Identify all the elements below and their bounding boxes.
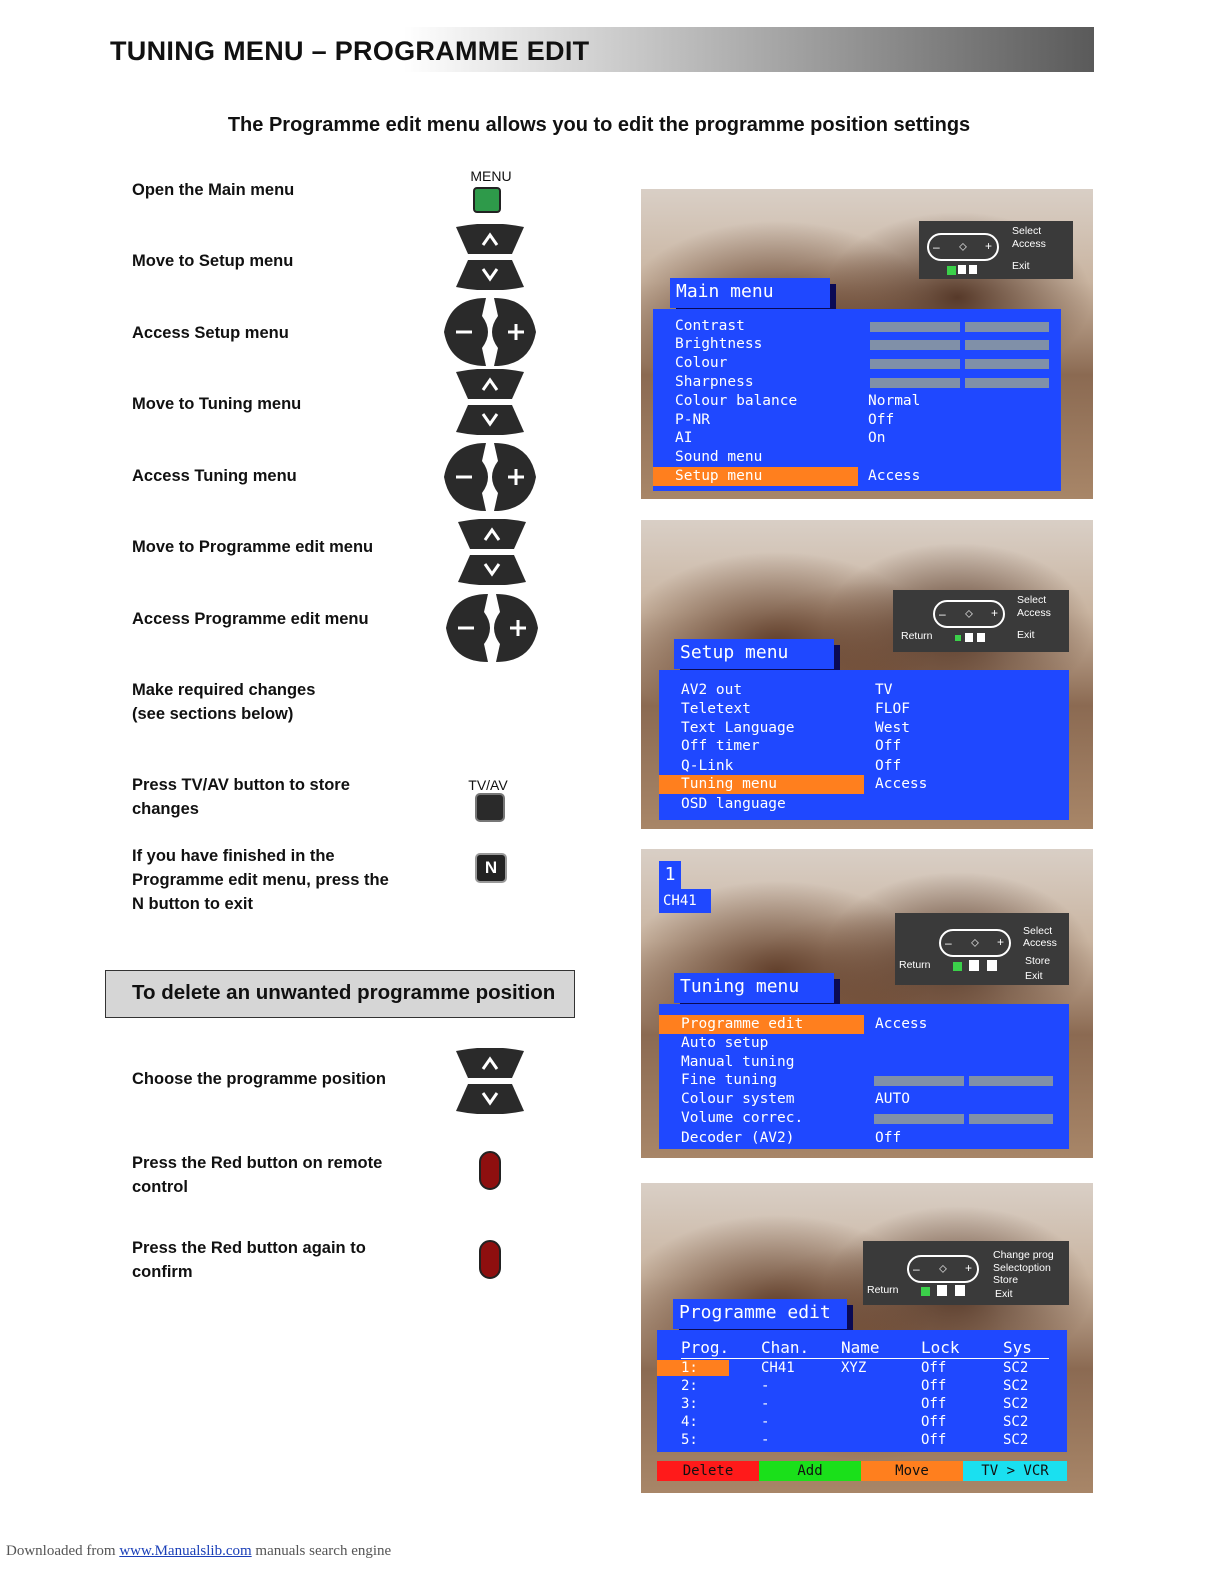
delete-section-header: To delete an unwanted programme position bbox=[105, 970, 575, 1018]
menu-item-pnr[interactable]: P-NR Off bbox=[675, 412, 895, 428]
menu-list bbox=[659, 670, 1069, 820]
up-down-buttons[interactable] bbox=[456, 519, 528, 585]
help-panel: – + ◇ Return Change prog Selectoption Store Exit bbox=[863, 1241, 1069, 1305]
minus-plus-buttons[interactable] bbox=[442, 441, 538, 513]
up-down-buttons[interactable] bbox=[454, 224, 526, 290]
tvav-button-label: TV/AV bbox=[468, 777, 508, 793]
step-move-programme-edit: Move to Programme edit menu bbox=[132, 538, 374, 556]
dpad-icon: – + ◇ bbox=[933, 600, 1005, 628]
menu-item-off-timer[interactable]: Off timer Off bbox=[681, 738, 902, 754]
manualslib-link[interactable]: www.Manualslib.com bbox=[119, 1543, 252, 1559]
programme-number: 1 bbox=[659, 861, 681, 889]
white-key-icon bbox=[987, 960, 997, 971]
white-key-icon bbox=[937, 1285, 947, 1296]
step-exit: If you have finished in the Programme edit menu, press the N button to exit bbox=[132, 847, 389, 913]
white-key-icon bbox=[969, 960, 979, 971]
menu-title: Setup menu bbox=[674, 639, 834, 669]
tv-vcr-button[interactable]: TV > VCR bbox=[963, 1461, 1067, 1481]
step-press-red: Press the Red button on remote control bbox=[132, 1154, 383, 1196]
step-open-main-menu: Open the Main menu bbox=[132, 181, 295, 199]
delete-button[interactable]: Delete bbox=[657, 1461, 759, 1481]
step-move-setup: Move to Setup menu bbox=[132, 252, 294, 270]
page-title: TUNING MENU – PROGRAMME EDIT bbox=[110, 36, 590, 66]
up-down-buttons[interactable] bbox=[454, 369, 526, 435]
add-button[interactable]: Add bbox=[759, 1461, 861, 1481]
menu-item-setup-menu[interactable]: Setup menu Access bbox=[653, 467, 1061, 486]
menu-item-manual-tuning[interactable]: Manual tuning bbox=[681, 1054, 795, 1070]
menu-item-teletext[interactable]: Teletext FLOF bbox=[681, 701, 910, 717]
step-make-changes: Make required changes (see sections below) bbox=[132, 681, 316, 723]
help-panel: – + ◇ Return Select Access Exit bbox=[893, 590, 1069, 652]
white-key-icon bbox=[969, 265, 977, 274]
green-key-icon bbox=[921, 1287, 930, 1296]
menu-item-brightness[interactable]: Brightness bbox=[653, 335, 1061, 354]
red-button[interactable] bbox=[479, 1240, 501, 1279]
page-header bbox=[108, 27, 1094, 72]
move-button[interactable]: Move bbox=[861, 1461, 963, 1481]
footer: Downloaded from www.Manualslib.com manuals search engine bbox=[6, 1543, 392, 1559]
minus-plus-buttons[interactable] bbox=[444, 592, 540, 664]
tv-screen-setup-menu bbox=[641, 520, 1093, 829]
minus-plus-buttons[interactable] bbox=[442, 296, 538, 368]
step-move-tuning: Move to Tuning menu bbox=[132, 395, 302, 413]
step-confirm-red: Press the Red button again to confirm bbox=[132, 1239, 366, 1281]
n-button[interactable]: N bbox=[475, 853, 507, 883]
white-key-icon bbox=[977, 633, 985, 642]
step-choose-position: Choose the programme position bbox=[132, 1070, 386, 1088]
channel-indicator: CH41 bbox=[659, 889, 711, 913]
green-key-icon bbox=[953, 962, 962, 971]
menu-item-contrast[interactable]: Contrast bbox=[653, 317, 1061, 336]
help-panel: – + ◇ Return Select Access Store Exit bbox=[895, 913, 1069, 985]
step-store-changes: Press TV/AV button to store changes bbox=[132, 776, 350, 818]
white-key-icon bbox=[965, 633, 973, 642]
white-key-icon bbox=[955, 1285, 965, 1296]
menu-item-av2-out[interactable]: AV2 out TV bbox=[681, 682, 893, 698]
step-access-setup: Access Setup menu bbox=[132, 324, 289, 342]
step-access-tuning: Access Tuning menu bbox=[132, 467, 297, 485]
menu-item-auto-setup[interactable]: Auto setup bbox=[681, 1035, 769, 1051]
tv-screen-programme-edit bbox=[641, 1183, 1093, 1493]
green-key-icon bbox=[947, 266, 956, 275]
menu-button-label: MENU bbox=[470, 168, 512, 184]
menu-item-colour[interactable]: Colour bbox=[653, 354, 1061, 373]
menu-item-colour-system[interactable]: Colour system AUTO bbox=[681, 1091, 910, 1107]
dpad-icon: – + ◇ bbox=[939, 929, 1011, 957]
menu-item-osd-language[interactable]: OSD language bbox=[681, 796, 786, 812]
red-button[interactable] bbox=[479, 1151, 501, 1190]
step-access-programme-edit: Access Programme edit menu bbox=[132, 610, 369, 628]
dpad-icon: – + ◇ bbox=[907, 1255, 979, 1283]
menu-item-colour-balance[interactable]: Colour balance Normal bbox=[675, 393, 921, 409]
menu-item-tuning-menu[interactable]: Tuning menu Access bbox=[659, 775, 1069, 794]
menu-item-volume-correc[interactable]: Volume correc. bbox=[659, 1109, 1069, 1128]
up-down-buttons[interactable] bbox=[454, 1048, 526, 1114]
menu-list bbox=[659, 1004, 1069, 1149]
white-key-icon bbox=[958, 265, 966, 274]
menu-item-ai[interactable]: AI On bbox=[675, 430, 886, 446]
help-panel: – + ◇ Select Access Exit bbox=[919, 221, 1073, 279]
tv-screen-main-menu bbox=[641, 189, 1093, 499]
menu-title: Main menu bbox=[670, 278, 830, 308]
menu-item-sharpness[interactable]: Sharpness bbox=[653, 373, 1061, 392]
menu-title: Tuning menu bbox=[674, 973, 834, 1003]
green-key-icon bbox=[955, 635, 961, 641]
menu-list bbox=[653, 309, 1061, 491]
menu-button[interactable] bbox=[473, 187, 501, 213]
menu-title: Programme edit bbox=[673, 1299, 847, 1329]
menu-item-fine-tuning[interactable]: Fine tuning bbox=[659, 1071, 1069, 1090]
intro-text: The Programme edit menu allows you to edit the programme position settings bbox=[227, 114, 971, 136]
programme-table: Prog. Chan. Name Lock Sys 1: CH41 XYZ Off SC2 2: - Off SC2 3: - Off SC2 4: - Off SC2 5: - Off SC2 bbox=[657, 1330, 1067, 1452]
tv-screen-tuning-menu bbox=[641, 849, 1093, 1158]
menu-item-decoder-av2[interactable]: Decoder (AV2) Off bbox=[681, 1130, 902, 1146]
menu-item-text-language[interactable]: Text Language West bbox=[681, 720, 910, 736]
tvav-button[interactable] bbox=[475, 793, 505, 822]
dpad-icon: – + ◇ bbox=[927, 233, 999, 261]
menu-item-sound-menu[interactable]: Sound menu bbox=[675, 449, 763, 465]
menu-item-programme-edit[interactable]: Programme edit Access bbox=[659, 1015, 1069, 1034]
menu-item-q-link[interactable]: Q-Link Off bbox=[681, 758, 902, 774]
